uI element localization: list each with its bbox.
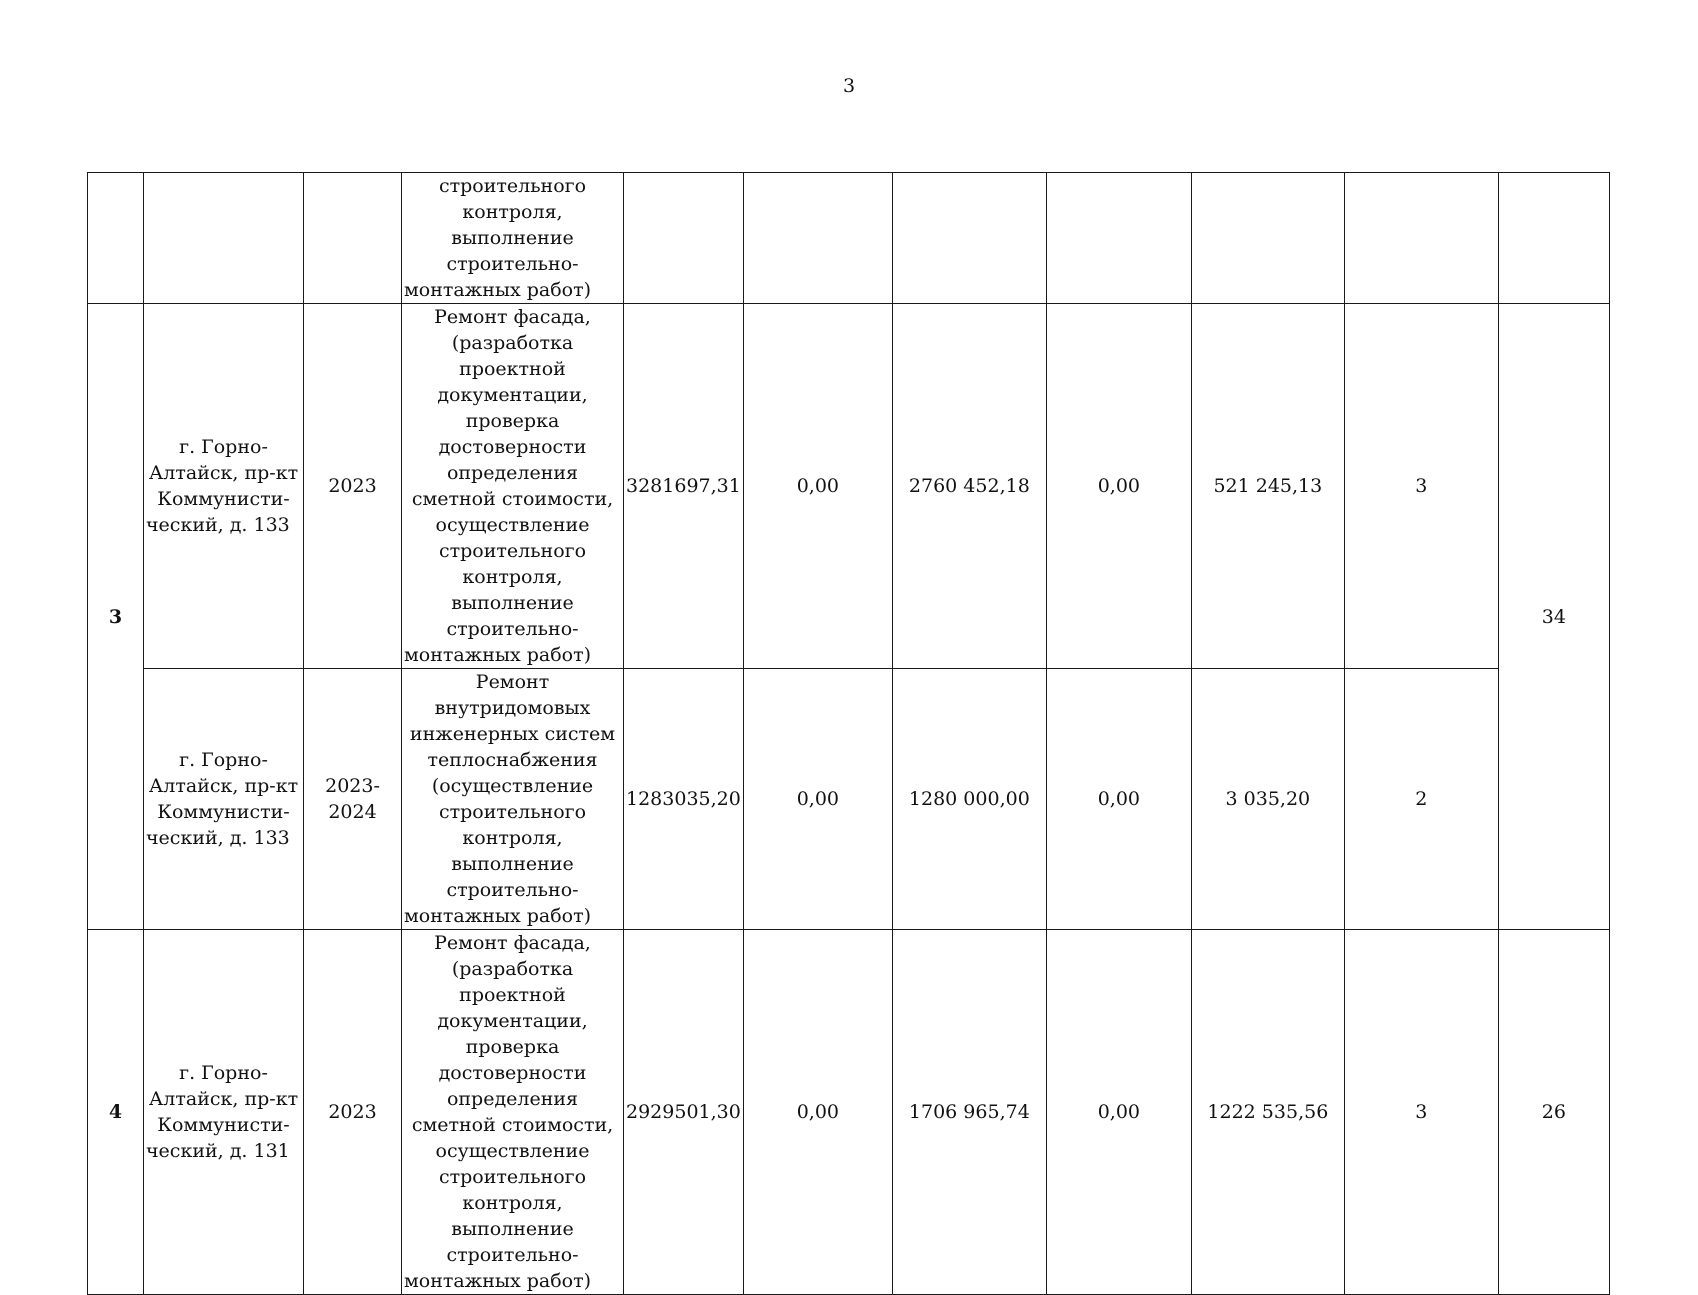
- count-cell: 3: [1344, 930, 1498, 1295]
- total-cell: 3281697,31: [624, 304, 744, 669]
- work-cell: [402, 669, 624, 930]
- table-row: [88, 304, 1610, 669]
- total-cell: 1283035,20: [624, 669, 744, 930]
- row-number: 3: [88, 304, 144, 930]
- year-text: 2023-2024: [325, 775, 380, 823]
- fund-1-cell: 0,00: [743, 669, 892, 930]
- capital-repair-table: [87, 172, 1610, 1295]
- fund-4-cell: 3 035,20: [1191, 669, 1344, 930]
- total-cell: [624, 173, 744, 304]
- fund-1-cell: [743, 173, 892, 304]
- year-cell: [304, 930, 402, 1295]
- count-cell: 3: [1344, 304, 1498, 669]
- address-cell: [144, 173, 304, 304]
- fund-2-cell: 1280 000,00: [892, 669, 1046, 930]
- fund-3-cell: [1046, 173, 1191, 304]
- fund-2-cell: 1706 965,74: [892, 930, 1046, 1295]
- count-cell: [1344, 173, 1498, 304]
- address-text: г. Горно-Алтайск, пр-кт Коммунисти-ческий, д. 133: [146, 749, 299, 849]
- fund-2-cell: 2760 452,18: [892, 304, 1046, 669]
- work-text: Ремонт фасада, (разработка проектной документации, проверка достоверности определения сметной стоимости, осуществление строительного контроля, выполнение строительно-монтажных работ): [404, 306, 614, 666]
- fund-4-cell: 521 245,13: [1191, 304, 1344, 669]
- fund-4-cell: 1222 535,56: [1191, 930, 1344, 1295]
- fund-1-cell: 0,00: [743, 304, 892, 669]
- last-column-cell: [1498, 173, 1609, 304]
- year-cell: [304, 669, 402, 930]
- year-cell: [304, 173, 402, 304]
- fund-3-cell: 0,00: [1046, 669, 1191, 930]
- work-text: Ремонт внутридомовых инженерных систем теплоснабжения (осуществление строительного контроля, выполнение строительно-монтажных работ): [404, 671, 616, 927]
- work-text: Ремонт фасада, (разработка проектной документации, проверка достоверности определения сметной стоимости, осуществление строительного контроля, выполнение строительно-монтажных работ): [404, 932, 614, 1292]
- address-text: г. Горно-Алтайск, пр-кт Коммунисти-ческий, д. 133: [146, 436, 299, 536]
- work-cell: [402, 304, 624, 669]
- year-cell: [304, 304, 402, 669]
- address-cell: [144, 669, 304, 930]
- table-row-continued: [88, 173, 1610, 304]
- fund-4-cell: [1191, 173, 1344, 304]
- table-row: [88, 930, 1610, 1295]
- work-cell: [402, 173, 624, 304]
- table-row: [88, 669, 1610, 930]
- work-text: строительного контроля, выполнение строительно-монтажных работ): [404, 175, 592, 301]
- row-number: 4: [88, 930, 144, 1295]
- year-text: 2023: [328, 475, 377, 497]
- year-text: 2023: [328, 1101, 377, 1123]
- work-cell: [402, 930, 624, 1295]
- fund-1-cell: 0,00: [743, 930, 892, 1295]
- num-cell: [88, 173, 144, 304]
- fund-3-cell: 0,00: [1046, 930, 1191, 1295]
- fund-3-cell: 0,00: [1046, 304, 1191, 669]
- fund-2-cell: [892, 173, 1046, 304]
- total-cell: 2929501,30: [624, 930, 744, 1295]
- address-text: г. Горно-Алтайск, пр-кт Коммунисти-ческий, д. 131: [146, 1062, 299, 1162]
- address-cell: [144, 930, 304, 1295]
- count-cell: 2: [1344, 669, 1498, 930]
- address-cell: [144, 304, 304, 669]
- last-column-cell: 34: [1498, 304, 1609, 930]
- page-number: 3: [842, 75, 856, 97]
- last-column-cell: 26: [1498, 930, 1609, 1295]
